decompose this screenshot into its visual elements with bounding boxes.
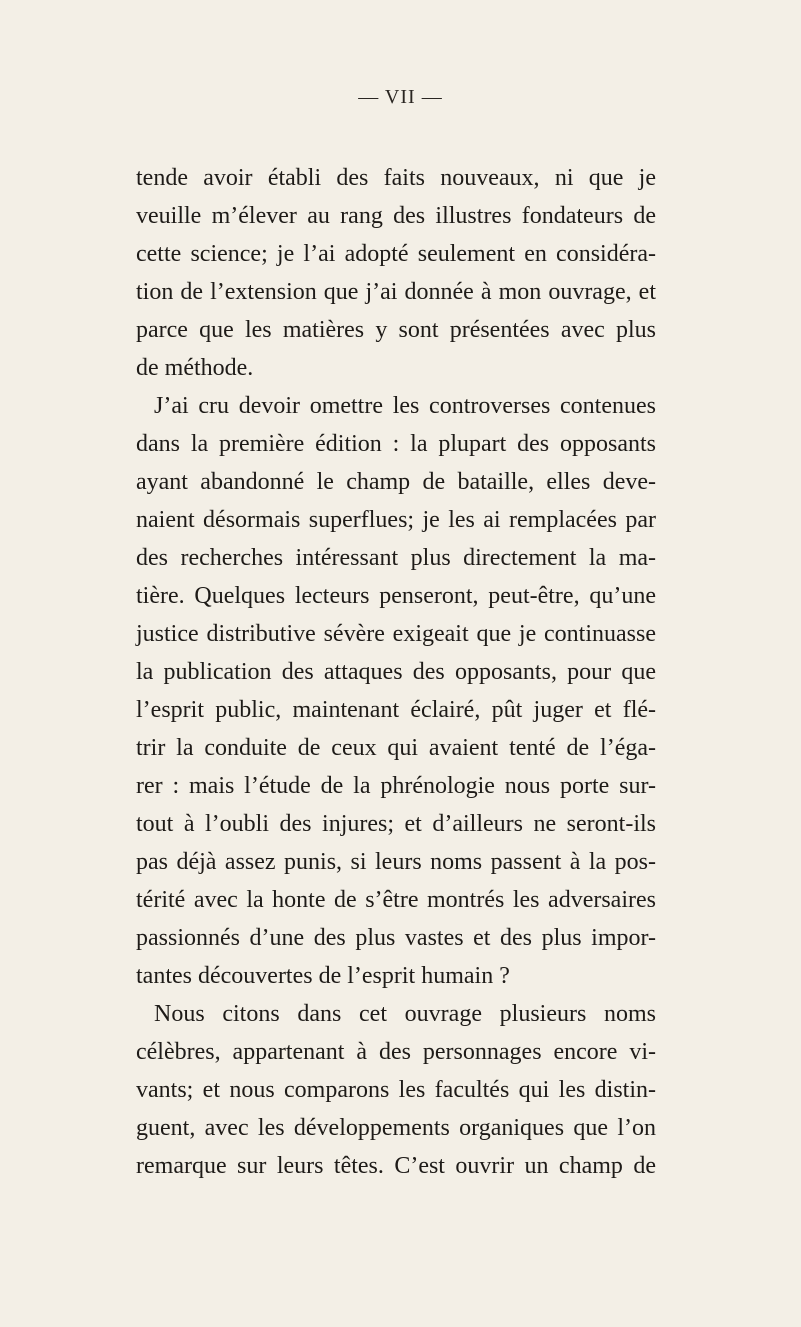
text-line: cette science; je l’ai adopté seulement en considéra- [136, 241, 656, 267]
text-line: de méthode. [136, 355, 254, 381]
text-line: tende avoir établi des faits nouveaux, ni que je [136, 165, 656, 191]
page-number: — VII — [358, 86, 443, 108]
text-line: térité avec la honte de s’être montrés les adversaires [136, 887, 656, 913]
text-line: tout à l’oubli des injures; et d’ailleurs ne seront-ils [136, 811, 656, 837]
text-line: trir la conduite de ceux qui avaient tenté de l’éga- [136, 735, 656, 761]
text-line: dans la première édition : la plupart des opposants [136, 431, 656, 457]
text-line: remarque sur leurs têtes. C’est ouvrir un champ de [136, 1153, 656, 1179]
text-line: la publication des attaques des opposants, pour que [136, 659, 656, 685]
text-line: l’esprit public, maintenant éclairé, pût juger et flé- [136, 697, 656, 723]
text-line: justice distributive sévère exigeait que je continuasse [136, 621, 656, 647]
text-line: naient désormais superflues; je les ai remplacées par [136, 507, 656, 533]
text-line: guent, avec les développements organiques que l’on [136, 1115, 656, 1141]
text-line: parce que les matières y sont présentées avec plus [136, 317, 656, 343]
text-line: des recherches intéressant plus directement la ma- [136, 545, 656, 571]
text-line: vants; et nous comparons les facultés qui les distin- [136, 1077, 656, 1103]
text-line: tière. Quelques lecteurs penseront, peut-être, qu’une [136, 583, 656, 609]
text-line: tion de l’extension que j’ai donnée à mon ouvrage, et [136, 279, 656, 305]
text-line: ayant abandonné le champ de bataille, elles deve- [136, 469, 656, 495]
text-line: veuille m’élever au rang des illustres fondateurs de [136, 203, 656, 229]
text-line: rer : mais l’étude de la phrénologie nous porte sur- [136, 773, 656, 799]
text-line: J’ai cru devoir omettre les controverses contenues [154, 393, 656, 419]
text-line: tantes découvertes de l’esprit humain ? [136, 963, 510, 989]
text-line: célèbres, appartenant à des personnages encore vi- [136, 1039, 656, 1065]
text-line: passionnés d’une des plus vastes et des plus impor- [136, 925, 656, 951]
text-line: pas déjà assez punis, si leurs noms passent à la pos- [136, 849, 656, 875]
text-line: Nous citons dans cet ouvrage plusieurs noms [154, 1001, 656, 1027]
